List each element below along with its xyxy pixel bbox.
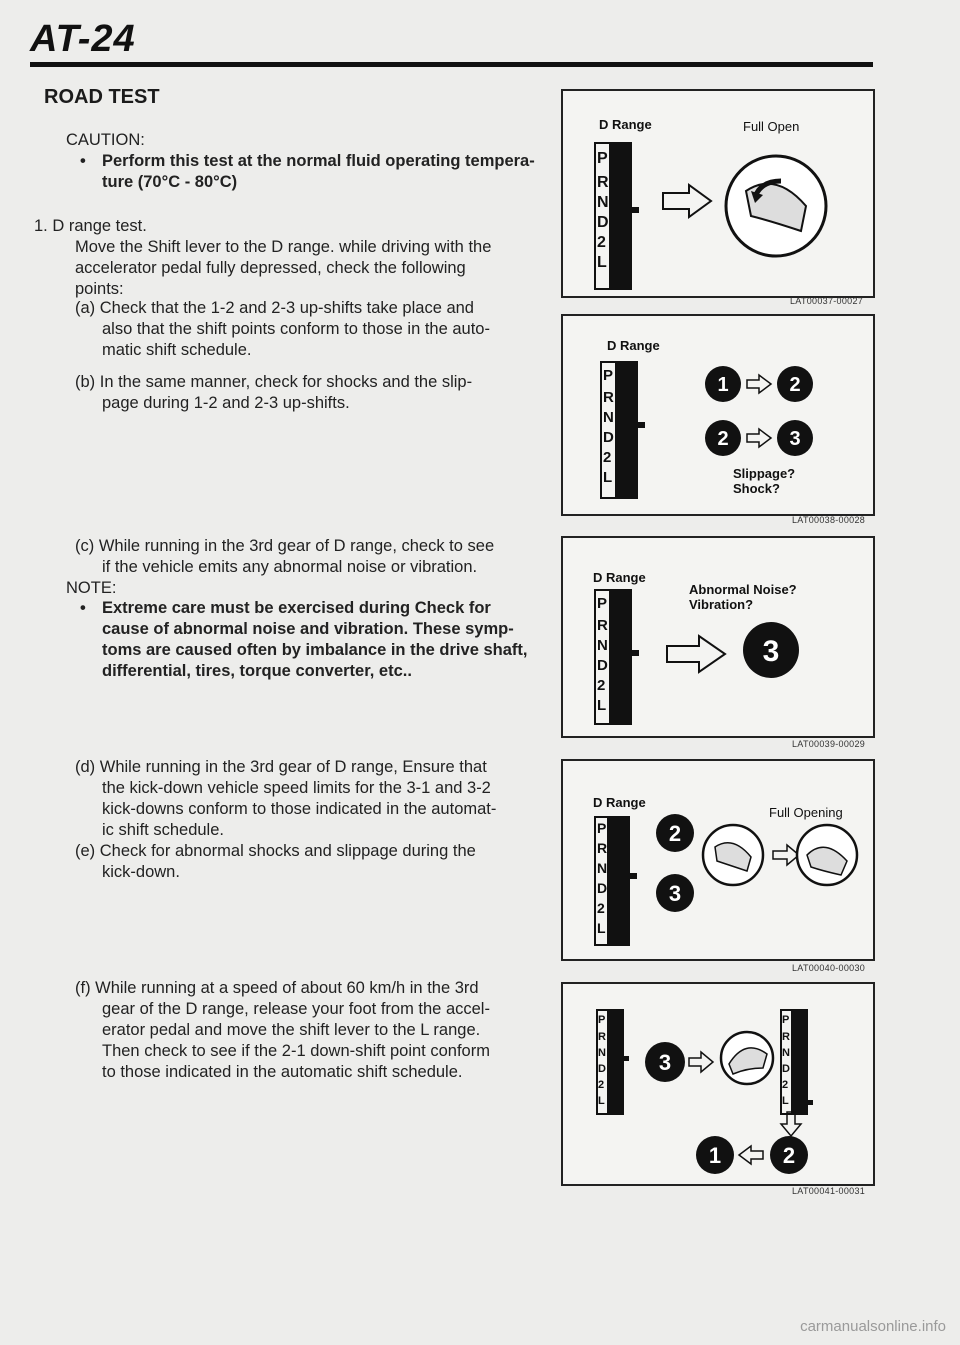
fig3-caption-line: Vibration?: [689, 597, 754, 612]
gear-3-label: 3: [658, 1050, 672, 1075]
gear-p: P: [782, 1014, 790, 1026]
d-line: the kick-down vehicle speed limits for the 3-1 and 3-2: [102, 779, 491, 797]
note-line: cause of abnormal noise and vibration. These symp-: [102, 620, 514, 638]
intro-line: Move the Shift lever to the D range. while driving with the: [75, 238, 492, 256]
gear-d: D: [603, 429, 614, 446]
f-line: Then check to see if the 2-1 down-shift point conform: [102, 1042, 490, 1060]
fig4-code: LAT00040-00030: [792, 963, 866, 973]
intro-line: accelerator pedal fully depressed, check the following: [75, 259, 466, 277]
shift-lever-icon: [779, 1008, 819, 1118]
gear-r: R: [782, 1031, 790, 1043]
shift-lever-icon: [593, 588, 653, 728]
fig1-caption: Full Open: [743, 119, 800, 134]
bullet-icon: •: [80, 599, 86, 617]
pedal-kickdown-icons: [701, 821, 861, 891]
arrow-right-icon: [747, 375, 771, 393]
gear-r: R: [598, 1031, 606, 1043]
step1-a: [75, 298, 535, 361]
gear-2-label: 2: [789, 374, 801, 396]
figure-5: [561, 982, 875, 1186]
note-line: toms are caused often by imbalance in the drive shaft,: [102, 641, 528, 659]
gear-3-label: 3: [762, 635, 780, 668]
fig5-code: LAT00041-00031: [792, 1186, 866, 1196]
gear-2: 2: [597, 234, 606, 251]
gear-r: R: [603, 389, 614, 406]
fig1-range-label: D Range: [599, 117, 652, 132]
step1-e: [75, 841, 535, 883]
f-line: gear of the D range, release your foot from the accel-: [102, 1000, 490, 1018]
gear-d: D: [597, 214, 609, 231]
gear-shift-sequence: [703, 364, 833, 474]
arrow-right-icon: [689, 1052, 713, 1072]
fig2-caption-line: Slippage?: [733, 466, 796, 481]
shift-lever-icon: [593, 815, 653, 955]
e-line: (e) Check for abnormal shocks and slippage during the: [75, 842, 476, 860]
gear-2-label: 2: [717, 428, 729, 450]
arrow-right-icon: [773, 845, 799, 865]
gear-l: L: [597, 920, 606, 936]
a-line: (a) Check that the 1-2 and 2-3 up-shifts take place and: [75, 299, 474, 317]
gear-d: D: [782, 1063, 790, 1075]
pedal-foot-icon: [721, 151, 831, 261]
fig2-caption: [733, 466, 795, 496]
page-title: AT-24: [30, 18, 136, 60]
c-line: if the vehicle emits any abnormal noise or vibration.: [102, 558, 478, 576]
arrow-right-icon: [747, 429, 771, 447]
step1-f: [75, 978, 535, 1083]
header-rule: [30, 62, 873, 67]
gear-l: L: [782, 1095, 789, 1107]
b-line: (b) In the same manner, check for shocks and the slip-: [75, 373, 473, 391]
figure-4: [561, 759, 875, 961]
note-label: NOTE:: [66, 579, 117, 597]
gear-1-label: 1: [717, 374, 729, 396]
arrow-right-icon: [659, 181, 719, 221]
intro-line: points:: [75, 280, 124, 298]
gear-2: 2: [603, 449, 612, 466]
gear-2-label: 2: [782, 1143, 796, 1168]
caution-line-1: Perform this test at the normal fluid operating tempera-: [102, 152, 535, 170]
f-line: (f) While running at a speed of about 60 km/h in the 3rd: [75, 979, 479, 997]
fig3-caption-line: Abnormal Noise?: [689, 582, 797, 597]
fig3-code: LAT00039-00029: [792, 739, 866, 749]
gear-n: N: [597, 637, 608, 654]
gear-2-label: 2: [668, 821, 682, 846]
a-line: matic shift schedule.: [102, 341, 252, 359]
a-line: also that the shift points conform to those in the auto-: [102, 320, 490, 338]
gear-p: P: [603, 367, 614, 384]
caution-bullet: [80, 151, 540, 193]
step1-d: [75, 757, 535, 841]
step1-intro: [75, 237, 535, 300]
gear-l: L: [603, 469, 613, 486]
fig2-range-label: D Range: [607, 338, 660, 353]
note-line: Extreme care must be exercised during Check for: [102, 599, 491, 617]
shift-lever-icon: [599, 360, 659, 500]
gear-p: P: [597, 150, 608, 167]
figure-1: [561, 89, 875, 298]
step1-b: [75, 372, 535, 414]
caution-label: CAUTION:: [66, 131, 145, 149]
figure-2: [561, 314, 875, 516]
gear-3-label: 3: [668, 881, 682, 906]
gear-p: P: [597, 820, 607, 836]
downshift-sequence: [693, 1132, 823, 1178]
gear-l: L: [597, 254, 607, 271]
shift-lever-icon: [595, 1008, 635, 1118]
gear-r: R: [597, 617, 608, 634]
gear-1-label: 1: [708, 1143, 722, 1168]
f-line: to those indicated in the automatic shift schedule.: [102, 1063, 463, 1081]
fig4-caption: Full Opening: [769, 805, 843, 820]
gear-n: N: [598, 1047, 606, 1059]
fig3-range-label: D Range: [593, 570, 646, 585]
release-pedal-sequence: [643, 1028, 783, 1098]
watermark-text: carmanualsonline.info: [800, 1318, 946, 1335]
caution-line-2: ture (70°C - 80°C): [102, 173, 238, 191]
f-line: erator pedal and move the shift lever to the L range.: [102, 1021, 481, 1039]
gear-n: N: [782, 1047, 790, 1059]
gear-r: R: [597, 840, 608, 856]
b-line: page during 1-2 and 2-3 up-shifts.: [102, 394, 350, 412]
fig2-code: LAT00038-00028: [792, 515, 866, 525]
d-line: (d) While running in the 3rd gear of D range, Ensure that: [75, 758, 487, 776]
bullet-icon: •: [80, 152, 86, 170]
d-line: ic shift schedule.: [102, 821, 224, 839]
gear-d: D: [597, 880, 608, 896]
section-title: ROAD TEST: [44, 86, 160, 108]
gear-l: L: [598, 1095, 605, 1107]
figure-3: [561, 536, 875, 738]
e-line: kick-down.: [102, 863, 180, 881]
note-line: differential, tires, torque converter, etc..: [102, 662, 412, 680]
fig2-caption-line: Shock?: [733, 481, 780, 496]
gear-d: D: [597, 657, 608, 674]
fig1-code: LAT00037-00027: [790, 296, 864, 306]
gear-3-label: 3: [789, 428, 801, 450]
d-line: kick-downs conform to those indicated in the automat-: [102, 800, 497, 818]
gear-n: N: [603, 409, 614, 426]
gear-n: N: [597, 194, 609, 211]
step1-title: 1. D range test.: [34, 217, 147, 235]
c-line: (c) While running in the 3rd gear of D range, check to see: [75, 537, 495, 555]
gear-d: D: [598, 1063, 606, 1075]
step1-c: [75, 536, 535, 578]
gear-p: P: [598, 1014, 606, 1026]
gear-pair: [651, 811, 701, 921]
note-bullet: [80, 598, 540, 682]
gear-2: 2: [782, 1079, 789, 1091]
gear-p: P: [597, 595, 608, 612]
shift-lever-icon: [593, 141, 653, 291]
gear-n: N: [597, 860, 608, 876]
fig3-caption: [689, 582, 797, 612]
gear-2: 2: [598, 1079, 605, 1091]
gear-r: R: [597, 174, 609, 191]
arrow-right-icon: [663, 632, 733, 676]
gear-2: 2: [597, 677, 606, 694]
gear-3-badge: [739, 618, 803, 682]
watermark: [0, 1318, 960, 1335]
gear-2: 2: [597, 900, 605, 916]
fig4-range-label: D Range: [593, 795, 646, 810]
arrow-left-icon: [739, 1146, 763, 1164]
gear-l: L: [597, 697, 607, 714]
